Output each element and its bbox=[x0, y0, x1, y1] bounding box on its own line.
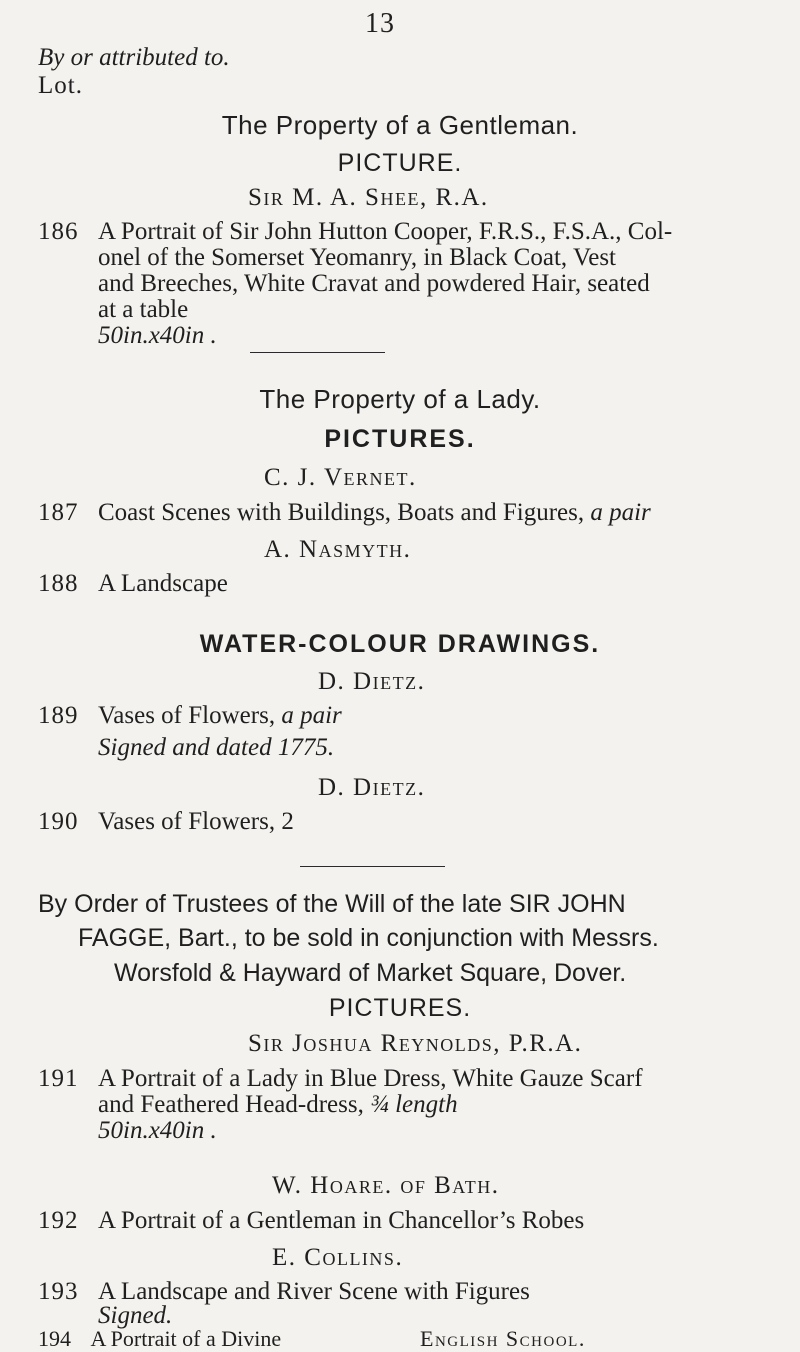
lot-description: Vases of Flowers, 2 bbox=[98, 808, 294, 835]
lot-description-line: and Breeches, White Cravat and powdered Hair, seated bbox=[98, 270, 650, 297]
lot-number: 190 bbox=[38, 808, 79, 835]
lot-number: 188 bbox=[38, 570, 79, 597]
artist-name: A. Nasmyth. bbox=[264, 536, 412, 563]
lot-number: 193 bbox=[38, 1278, 79, 1305]
category-heading: PICTURES. bbox=[328, 994, 472, 1022]
lot-description-line: A Portrait of a Lady in Blue Dress, White Gauze Scarf bbox=[98, 1065, 643, 1092]
section-divider bbox=[300, 866, 445, 867]
lot-number: 191 bbox=[38, 1065, 79, 1092]
lot-column-label: Lot. bbox=[38, 72, 83, 99]
artist-name: Sir Joshua Reynolds, P.R.A. bbox=[248, 1030, 583, 1057]
lot-description-line: Coast Scenes with Buildings, Boats and Figures, bbox=[98, 499, 585, 526]
lot-description bbox=[98, 1066, 778, 1144]
lot-number: 192 bbox=[38, 1207, 79, 1234]
lot-note: Signed. bbox=[98, 1302, 173, 1329]
lot-note: Signed and dated 1775. bbox=[98, 734, 335, 761]
lot-description bbox=[98, 219, 778, 349]
lot-description: A Portrait of a Divine bbox=[90, 1326, 282, 1351]
section-divider bbox=[250, 352, 385, 353]
artist-name: English School. bbox=[420, 1326, 586, 1351]
lot-number: 189 bbox=[38, 702, 79, 729]
lot-description-line: Vases of Flowers, bbox=[98, 702, 276, 729]
lot-description-line: A Portrait of Sir John Hutton Cooper, F.R.S., F.S.A., Col- bbox=[98, 218, 673, 245]
lot-description-line: onel of the Somerset Yeomanry, in Black Coat, Vest bbox=[98, 244, 616, 271]
trustee-notice-line: By Order of Trustees of the Will of the late SIR JOHN bbox=[38, 890, 626, 918]
lot-entry bbox=[38, 1326, 281, 1352]
artist-name: E. Collins. bbox=[272, 1244, 404, 1271]
lot-number: 187 bbox=[38, 499, 79, 526]
lot-number: 194 bbox=[38, 1326, 71, 1351]
lot-number: 186 bbox=[38, 218, 79, 245]
lot-format: ¾ length bbox=[370, 1091, 458, 1118]
artist-name: W. Hoare. of Bath. bbox=[272, 1172, 500, 1199]
lot-description: A Landscape bbox=[98, 570, 228, 597]
page-number: 13 bbox=[365, 8, 395, 39]
lot-description-line: and Feathered Head-dress, bbox=[98, 1091, 364, 1118]
trustee-notice-line: Worsfold & Hayward of Market Square, Dover. bbox=[114, 959, 627, 987]
category-heading: PICTURE. bbox=[337, 149, 463, 177]
artist-name: Sir M. A. Shee, R.A. bbox=[248, 184, 489, 211]
section-heading: The Property of a Lady. bbox=[259, 384, 541, 414]
lot-description bbox=[98, 500, 778, 526]
attribution-header: By or attributed to. bbox=[38, 44, 230, 71]
lot-description bbox=[98, 1279, 778, 1305]
artist-name: C. J. Vernet. bbox=[264, 464, 417, 491]
lot-dimensions: 50in.x40in . bbox=[98, 1117, 217, 1144]
section-heading: The Property of a Gentleman. bbox=[221, 110, 579, 140]
category-heading: WATER-COLOUR DRAWINGS. bbox=[199, 630, 601, 658]
lot-description: A Portrait of a Gentleman in Chancellor’s Robes bbox=[98, 1207, 585, 1234]
lot-description-line: at a table bbox=[98, 296, 189, 323]
trustee-notice-line: FAGGE, Bart., to be sold in conjunction with Messrs. bbox=[78, 924, 659, 952]
lot-quantity: a pair bbox=[590, 499, 651, 526]
lot-quantity: a pair bbox=[281, 702, 342, 729]
artist-name: D. Dietz. bbox=[318, 668, 426, 695]
lot-dimensions: 50in.x40in . bbox=[98, 322, 217, 349]
lot-description-line: A Landscape and River Scene with Figures bbox=[98, 1278, 530, 1305]
lot-description bbox=[98, 703, 778, 761]
artist-name: D. Dietz. bbox=[318, 774, 426, 801]
category-heading: PICTURES. bbox=[324, 425, 476, 453]
